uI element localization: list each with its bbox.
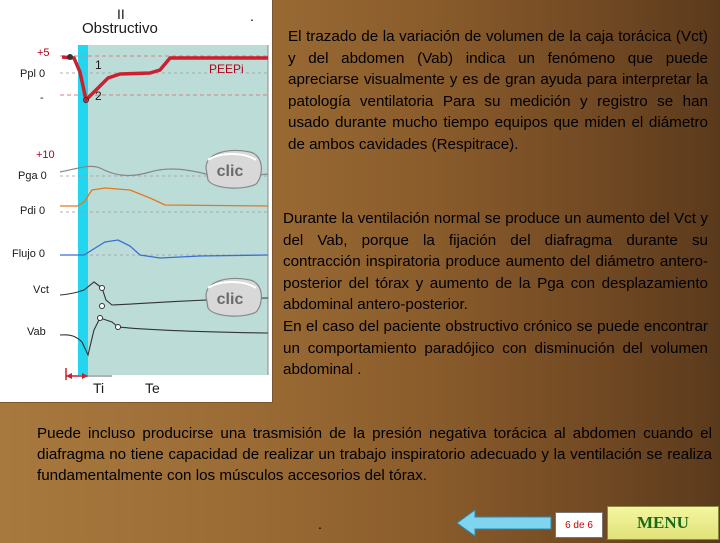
clic-label: clic	[216, 163, 244, 180]
title-roman: II	[117, 6, 125, 22]
point-1-label: 1	[95, 58, 102, 72]
respiratory-tracings-panel	[0, 0, 273, 403]
label-plus10: +10	[36, 149, 55, 161]
page-indicator: 6 de 6	[555, 512, 603, 538]
label-vct: Vct	[33, 284, 49, 296]
label-dash: -	[40, 92, 44, 104]
ti-label: Ti	[93, 380, 105, 396]
paragraph-vct-vab: El trazado de la variación de volumen de la caja torácica (Vct) y del abdomen (Vab) indica un fenómeno que puede apreciarse visualmente y es de gran ayuda para interpretar la patología ventilatoria Para su medición y registro se han usado durante mucho tiempo equipos que miden el diámetro de ambos cavidades (Respitrace).	[288, 28, 708, 153]
clic-button-lower[interactable]	[200, 274, 266, 318]
arrow-left-icon	[455, 508, 553, 538]
label-ppl: Ppl 0	[20, 68, 46, 80]
tracings-svg	[0, 0, 272, 402]
menu-button[interactable]: MENU	[607, 506, 719, 540]
expiration-shade	[88, 45, 268, 375]
peepi-label: PEEPi	[209, 62, 244, 76]
paragraph-normal-ventilation: Durante la ventilación normal se produce un aumento del Vct y del Vab, porque la fijación del diafragma durante su contracción inspiratoria produce aumento del diámetro antero-posterior del tórax y aumento de la Pga con desplazamiento abdominal antero-posterior. En el caso del paciente obstructivo crónico se puede encontrar un comportamiento paradójico con disminución del volumen abdominal .	[283, 210, 708, 379]
back-button[interactable]	[455, 508, 553, 538]
label-pdi: Pdi 0	[20, 205, 46, 217]
te-label: Te	[145, 380, 160, 396]
top-dot: .	[250, 8, 254, 24]
point-2-label: 2	[95, 89, 102, 103]
clic-button-upper[interactable]	[200, 146, 266, 190]
paragraph-pressure-transmission: Puede incluso producirse una trasmisión de la presión negativa torácica al abdomen cuando el diafragma no tiene capacidad de realizar un trabajo inspiratorio adecuado y la ventilación se realiza fundamentalmente con los músculos accesorios del tórax.	[37, 425, 712, 484]
label-vab: Vab	[27, 326, 46, 338]
panel-title: Obstructivo	[82, 20, 158, 37]
label-flujo: Flujo 0	[12, 248, 46, 260]
footer-dot: .	[318, 516, 322, 532]
ppl-start-marker	[67, 54, 73, 60]
label-pga: Pga 0	[18, 170, 47, 182]
clic-label: clic	[216, 291, 244, 308]
label-plus5: +5	[37, 47, 50, 59]
